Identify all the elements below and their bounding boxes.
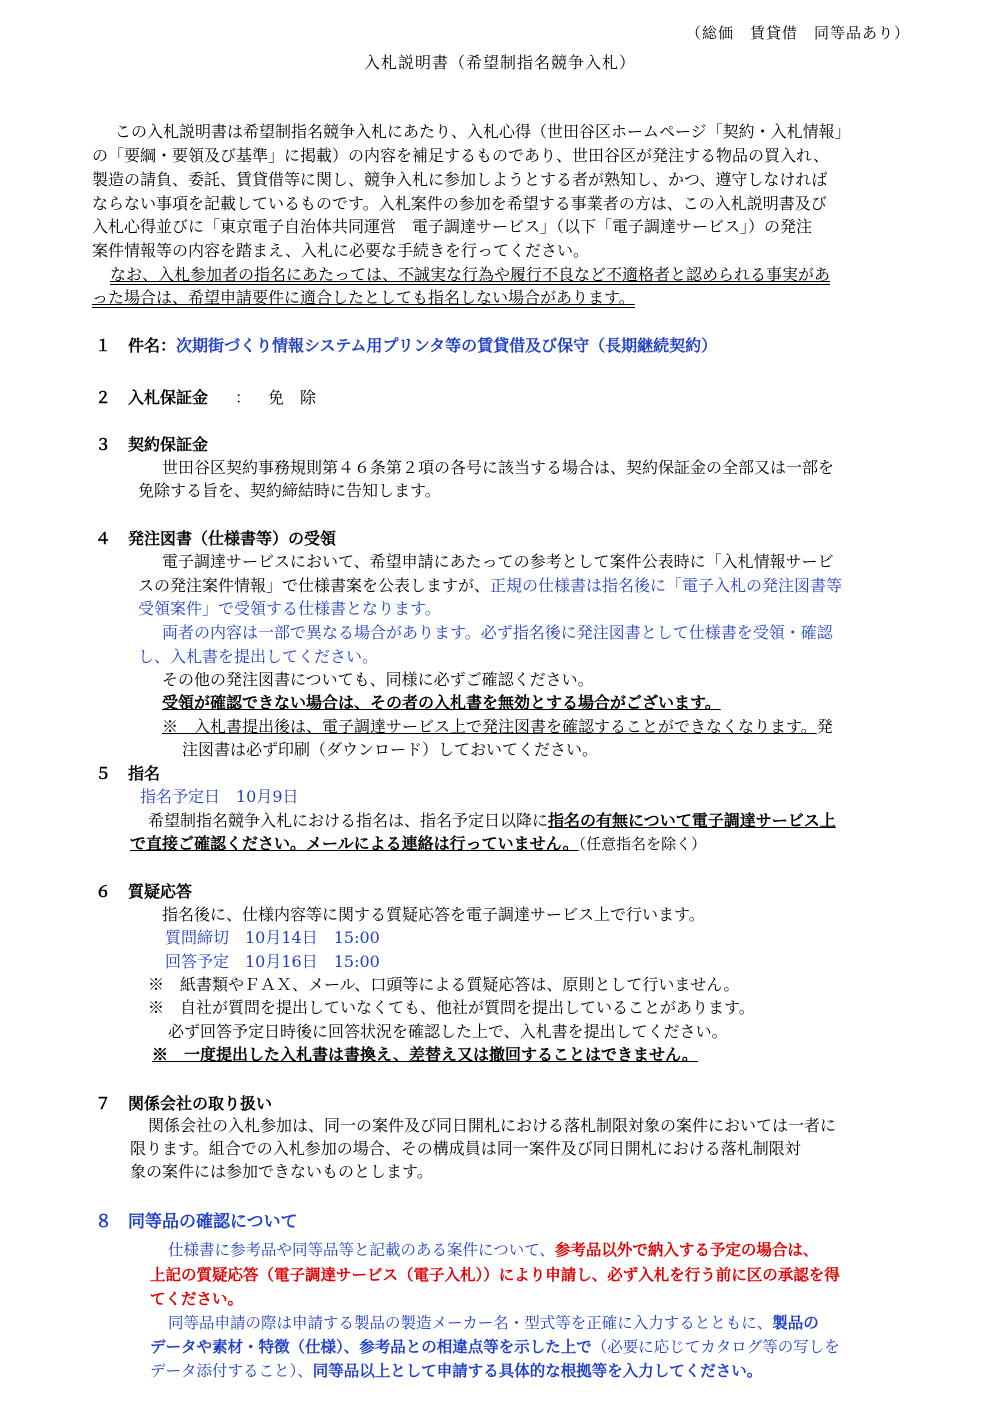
body-text: データ添付すること）、 xyxy=(150,1362,313,1380)
body-line xyxy=(168,1238,818,1262)
warning-line: ※ 一度提出した入札書は書換え、差替え又は撤回することはできません。 xyxy=(152,1045,698,1064)
intro-line: この入札説明書は希望制指名競争入札にあたり、入札心得（世田谷区ホームページ「契約・入札情報」 xyxy=(115,122,851,141)
section-label: 質疑応答 xyxy=(128,882,193,901)
body-line xyxy=(168,1311,819,1335)
intro-line: 入札心得並びに「東京電子自治体共同運営 電子調達サービス」（以下「電子調達サービス」）の発注 xyxy=(92,217,813,236)
intro-line: の「要綱・要領及び基準」に掲載）の内容を補足するものであり、世田谷区が発注する物品の買入れ、 xyxy=(92,146,829,165)
body-text: （必要に応じてカタログ等の写しを xyxy=(591,1338,840,1356)
body-line xyxy=(148,810,836,832)
body-line xyxy=(130,833,706,855)
note-line: ※ 紙書類やＦＡＸ、メール、口頭等による質疑応答は、原則として行いません。 xyxy=(148,975,740,994)
body-line: 象の案件には参加できないものとします。 xyxy=(130,1162,433,1181)
note-line xyxy=(162,716,833,738)
section-number: ６ xyxy=(95,882,112,901)
section-number: ８ xyxy=(95,1212,112,1232)
section-number: ２ xyxy=(95,388,112,407)
note-line: 必ず回答予定日時後に回答状況を確認した上で、入札書を提出してください。 xyxy=(168,1022,728,1041)
subject-value: 次期街づくり情報システム用プリンタ等の賃貸借及び保守（長期継続契約） xyxy=(176,336,718,355)
body-line: 両者の内容は一部で異なる場合があります。必ず指名後に発注図書として仕様書を受領・確認 xyxy=(162,623,833,642)
body-line: 上記の質疑応答（電子調達サービス（電子入札））により申請し、必ず入札を行う前に区の承認を得 xyxy=(150,1266,840,1284)
note-text: 発 xyxy=(816,717,833,736)
section-label: 発注図書（仕様書等）の受領 xyxy=(128,529,337,548)
body-line: てください。 xyxy=(150,1290,244,1308)
intro-notice-line: った場合は、希望申請要件に適合したとしても指名しない場合があります。 xyxy=(92,288,635,307)
body-text-emphasis: 指名の有無について電子調達サービス上 xyxy=(548,811,836,830)
note-line: ※ 自社が質問を提出していなくても、他社が質問を提出していることがあります。 xyxy=(148,998,755,1017)
body-line: 電子調達サービスにおいて、希望申請にあたっての参考として案件公表時に「入札情報サービ xyxy=(162,552,834,571)
body-line: し、入札書を提出してください。 xyxy=(138,647,379,666)
note-line: 注図書は必ず印刷（ダウンロード）しておいてください。 xyxy=(182,740,599,759)
bid-deposit-value: 免 除 xyxy=(268,388,317,407)
section-label: 同等品の確認について xyxy=(128,1212,298,1232)
body-line xyxy=(138,575,842,597)
body-text-alert: 参考品以外で納入する予定の場合は、 xyxy=(554,1241,819,1259)
question-deadline: 質問締切 10月14日 15:00 xyxy=(165,928,380,947)
body-line: その他の発注図書についても、同様に必ずご確認ください。 xyxy=(162,670,594,689)
section-number: ４ xyxy=(95,529,112,548)
intro-line: ならない事項を記載しているものです。入札案件の参加を希望する事業者の方は、この入札説明書及び xyxy=(92,194,827,213)
body-line: 世田谷区契約事務規則第４６条第２項の各号に該当する場合は、契約保証金の全部又は一部を xyxy=(162,458,835,477)
intro-line: 製造の請負、委託、賃貸借等に関し、競争入札に参加しようとする者が熟知し、かつ、遵守しなければ xyxy=(92,170,828,189)
nomination-date: 指名予定日 10月9日 xyxy=(140,787,299,806)
separator: ： xyxy=(235,388,252,407)
section-number: ３ xyxy=(95,435,112,454)
section-label: 関係会社の取り扱い xyxy=(128,1094,273,1113)
intro-line: 案件情報等の内容を踏まえ、入札に必要な手続きを行ってください。 xyxy=(92,241,589,260)
body-text: 同等品申請の際は申請する製品の製造メーカー名・型式等を正確に入力するとともに、 xyxy=(168,1314,773,1332)
body-text-emphasis: 製品の xyxy=(772,1314,819,1332)
header-tag: （総価 賃貸借 同等品あり） xyxy=(685,24,910,42)
body-text: 仕様書に参考品や同等品等と記載のある案件について、 xyxy=(168,1241,555,1259)
section-number: １ xyxy=(95,336,112,355)
body-text-emphasis: データや素材・特徴（仕様）、参考品との相違点等を示した上で xyxy=(150,1338,592,1356)
body-text: 希望制指名競争入札における指名は、指名予定日以降に xyxy=(148,811,549,830)
body-line xyxy=(150,1359,762,1383)
section-number: ７ xyxy=(95,1094,112,1113)
warning-line: 受領が確認できない場合は、その者の入札書を無効とする場合がございます。 xyxy=(162,693,721,712)
subject-label: 件名： xyxy=(128,336,177,355)
note-text: ※ 入札書提出後は、電子調達サービス上で発注図書を確認することができなくなります。 xyxy=(162,717,817,736)
section-label: 契約保証金 xyxy=(128,435,209,454)
section-label xyxy=(128,335,717,357)
body-line: 指名後に、仕様内容等に関する質疑応答を電子調達サービス上で行います。 xyxy=(162,905,705,924)
intro-notice-line: なお、入札参加者の指名にあたっては、不誠実な行為や履行不良など不適格者と認められる事実があ xyxy=(110,265,831,284)
section-number: ５ xyxy=(95,764,112,783)
body-text-emphasis: 同等品以上として申請する具体的な根拠等を入力してください。 xyxy=(312,1362,763,1380)
body-line: 免除する旨を、契約締結時に告知します。 xyxy=(138,481,441,500)
page-title: 入札説明書（希望制指名競争入札） xyxy=(363,53,636,72)
body-text: スの発注案件情報」で仕様書案を公表しますが、 xyxy=(138,576,491,595)
body-line: 関係会社の入札参加は、同一の案件及び同日開札における落札制限対象の案件においては一者に xyxy=(148,1116,837,1135)
body-line: 受領案件」で受領する仕様書となります。 xyxy=(138,599,441,618)
body-text-highlight: 正規の仕様書は指名後に「電子入札の発注図書等 xyxy=(490,576,843,595)
section-label: 入札保証金 xyxy=(128,388,209,407)
section-label: 指名 xyxy=(128,764,161,783)
body-text: （任意指名を除く） xyxy=(578,835,707,853)
body-line xyxy=(150,1335,840,1359)
body-text-emphasis: で直接ご確認ください。メールによる連絡は行っていません。 xyxy=(130,834,579,853)
answer-schedule: 回答予定 10月16日 15:00 xyxy=(165,952,380,971)
body-line: 限ります。組合での入札参加の場合、その構成員は同一案件及び同日開札における落札制限対 xyxy=(130,1139,801,1158)
